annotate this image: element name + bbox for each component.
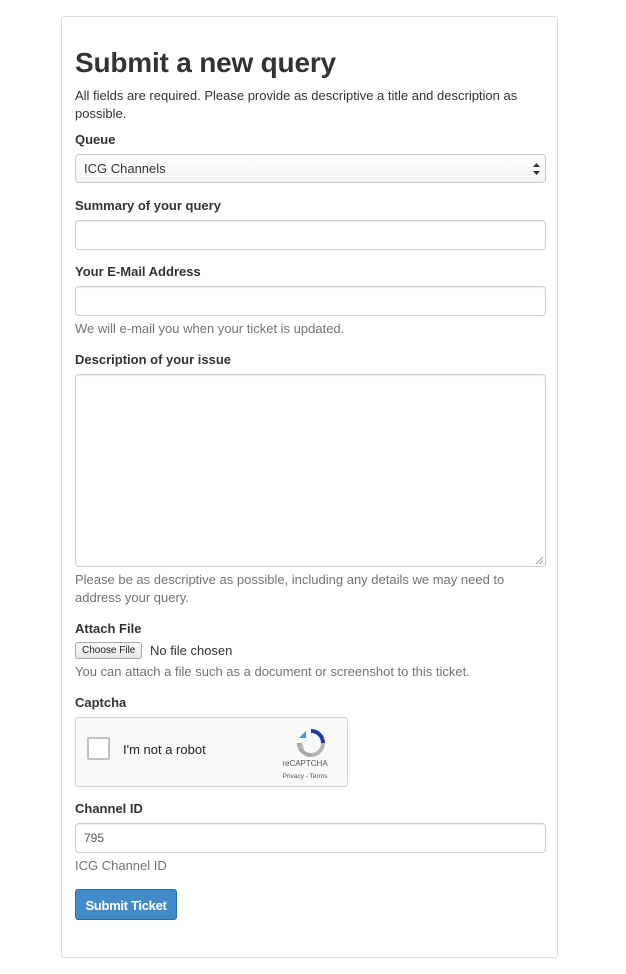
form-intro: All fields are required. Please provide as descriptive a title and description as possible. [75,88,518,121]
page-title: Submit a new query [75,47,336,78]
choose-file-button[interactable]: Choose File [75,642,142,659]
channel-help: ICG Channel ID [75,858,167,873]
attach-label: Attach File [75,621,142,636]
email-help: We will e-mail you when your ticket is updated. [75,321,345,336]
recaptcha-checkbox[interactable] [87,737,110,760]
queue-label: Queue [75,132,116,147]
description-help: Please be as descriptive as possible, including any details we may need to address your query. [75,572,505,605]
captcha-label: Captcha [75,695,127,710]
recaptcha-widget [75,717,348,787]
recaptcha-brand: reCAPTCHA [282,759,328,768]
channel-label: Channel ID [75,801,143,816]
attach-help: You can attach a file such as a document or screenshot to this ticket. [75,664,470,679]
channel-input[interactable]: 795 [75,823,546,853]
summary-input[interactable] [75,220,546,250]
recaptcha-checkbox-label: I'm not a robot [123,742,206,757]
description-textarea[interactable] [75,374,546,567]
queue-select[interactable] [75,154,546,183]
email-label: Your E-Mail Address [75,264,201,279]
email-input[interactable] [75,286,546,316]
recaptcha-links[interactable]: Privacy - Terms [282,773,328,780]
queue-selected-value: ICG Channels [84,161,166,176]
recaptcha-logo-icon [296,728,326,758]
summary-label: Summary of your query [75,198,221,213]
resize-grip-icon[interactable] [535,556,543,564]
submit-ticket-button[interactable]: Submit Ticket [75,889,177,920]
file-status: No file chosen [150,643,233,658]
select-arrows-icon [533,162,540,176]
description-label: Description of your issue [75,352,232,367]
